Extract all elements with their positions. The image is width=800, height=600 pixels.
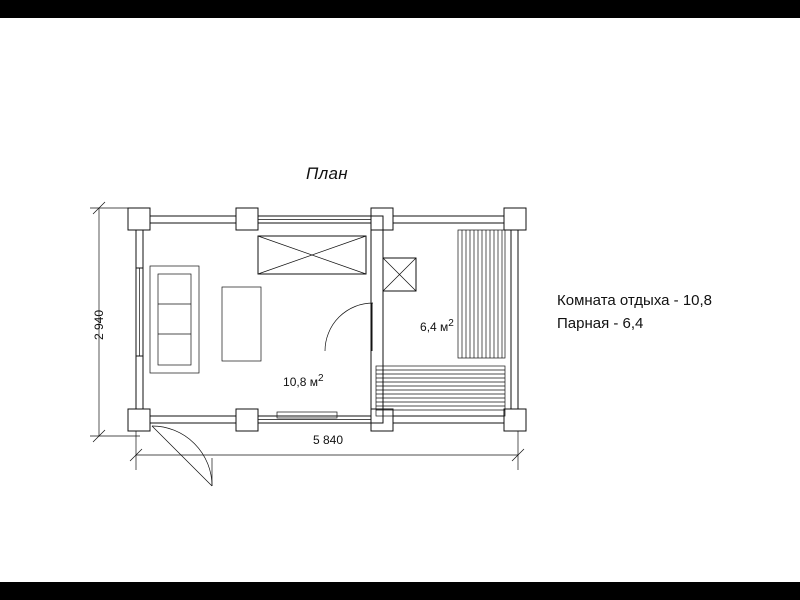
sauna-bench-vertical xyxy=(458,230,505,358)
window-top-left xyxy=(258,216,371,223)
door-leaf-bottom xyxy=(277,412,337,418)
furniture-sofa xyxy=(150,266,199,373)
legend-line-rest-room: Комната отдыха - 10,8 xyxy=(557,292,713,309)
outer-walls xyxy=(136,216,518,423)
area-label-steam-room xyxy=(400,304,454,348)
area-value-rest-room: 10,8 м xyxy=(283,375,318,389)
window-symbol-crossed xyxy=(258,236,366,274)
stove-symbol xyxy=(383,258,416,291)
area-label-rest-room xyxy=(263,359,324,403)
area-value-steam-room: 6,4 м xyxy=(420,320,449,334)
area-sup-steam-room: 2 xyxy=(448,318,454,329)
legend-line-steam-room: Парная - 6,4 xyxy=(557,315,644,332)
dimension-width-label: 5 840 xyxy=(313,433,344,447)
area-sup-rest-room: 2 xyxy=(317,373,324,384)
drawing-sheet xyxy=(0,18,800,582)
internal-partition xyxy=(371,216,383,423)
furniture-table xyxy=(222,287,261,361)
window-left-wall xyxy=(136,268,143,356)
window-bottom xyxy=(258,416,371,423)
plan-title: План xyxy=(306,164,348,183)
sauna-bench-horizontal xyxy=(376,366,505,416)
exterior-door-swing xyxy=(150,423,212,486)
dimension-height-label: 2 940 xyxy=(92,309,106,340)
interior-door-swing xyxy=(325,303,373,351)
